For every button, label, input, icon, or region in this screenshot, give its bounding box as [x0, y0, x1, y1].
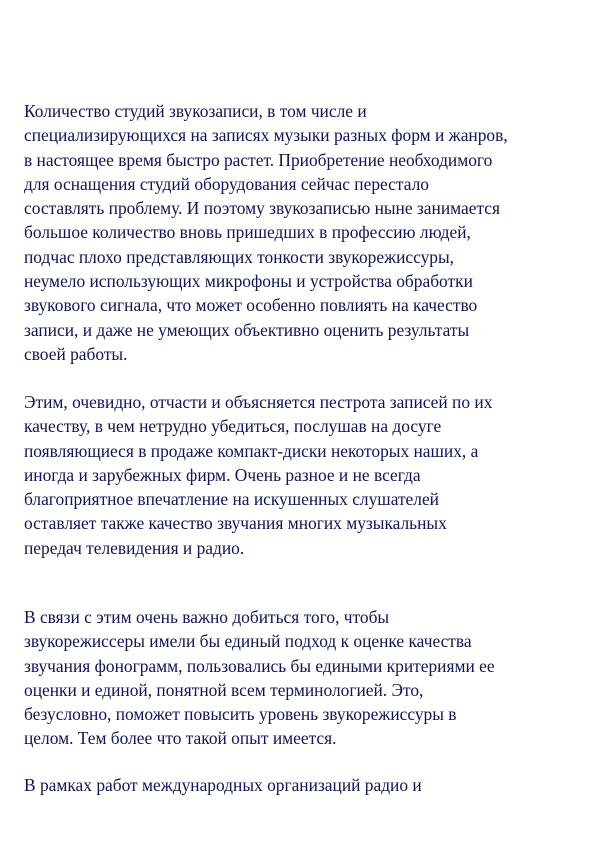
text-line: появляющиеся в продаже компакт-диски некоторых наших, а: [24, 440, 479, 461]
text-line: передач телевидения и радио.: [24, 537, 245, 558]
text-line: записи, и даже не умеющих объективно оценить результаты: [24, 319, 470, 340]
text-line: своей работы.: [24, 343, 128, 364]
text-line: большое количество вновь пришедших в профессию людей,: [24, 222, 471, 243]
text-line: специализирующихся на записях музыки разных форм и жанров,: [24, 125, 508, 146]
text-line: составлять проблему. И поэтому звукозаписью ныне занимается: [24, 198, 500, 219]
text-line: оставляет также качество звучания многих музыкальных: [24, 513, 447, 534]
text-line: подчас плохо представляющих тонкости звукорежиссуры,: [24, 246, 455, 267]
text-line: неумело использующих микрофоны и устройства обработки: [24, 271, 473, 292]
paragraph-3: [24, 605, 584, 751]
paragraph-2: [24, 390, 584, 560]
text-line: целом. Тем более что такой опыт имеется.: [24, 728, 337, 749]
text-line: безусловно, поможет повысить уровень звукорежиссуры в: [24, 704, 457, 725]
text-line: звучания фонограмм, пользовались бы едиными критериями ее: [24, 655, 495, 676]
text-line: Этим, очевидно, отчасти и объясняется пестрота записей по их: [24, 392, 493, 412]
text-line: В рамках работ международных организаций радио и: [24, 775, 422, 795]
paragraph-1: [24, 99, 584, 366]
text-line: звукового сигнала, что может особенно повлиять на качество: [24, 295, 478, 316]
text-line: иногда и зарубежных фирм. Очень разное и не всегда: [24, 464, 421, 485]
paragraph-4: [24, 773, 584, 797]
text-line: благоприятное впечатление на искушенных слушателей: [24, 489, 439, 510]
text-line: для оснащения студий оборудования сейчас перестало: [24, 173, 429, 194]
text-line: звукорежиссеры имели бы единый подход к оценке качества: [24, 631, 472, 652]
text-line: в настоящее время быстро растет. Приобретение необходимого: [24, 149, 493, 170]
text-line: качеству, в чем нетрудно убедиться, послушав на досуге: [24, 416, 442, 437]
text-line: Количество студий звукозаписи, в том числе и: [24, 101, 367, 121]
text-line: оценки и единой, понятной всем терминологией. Это,: [24, 679, 424, 700]
text-line: В связи с этим очень важно добиться того, чтобы: [24, 607, 390, 627]
